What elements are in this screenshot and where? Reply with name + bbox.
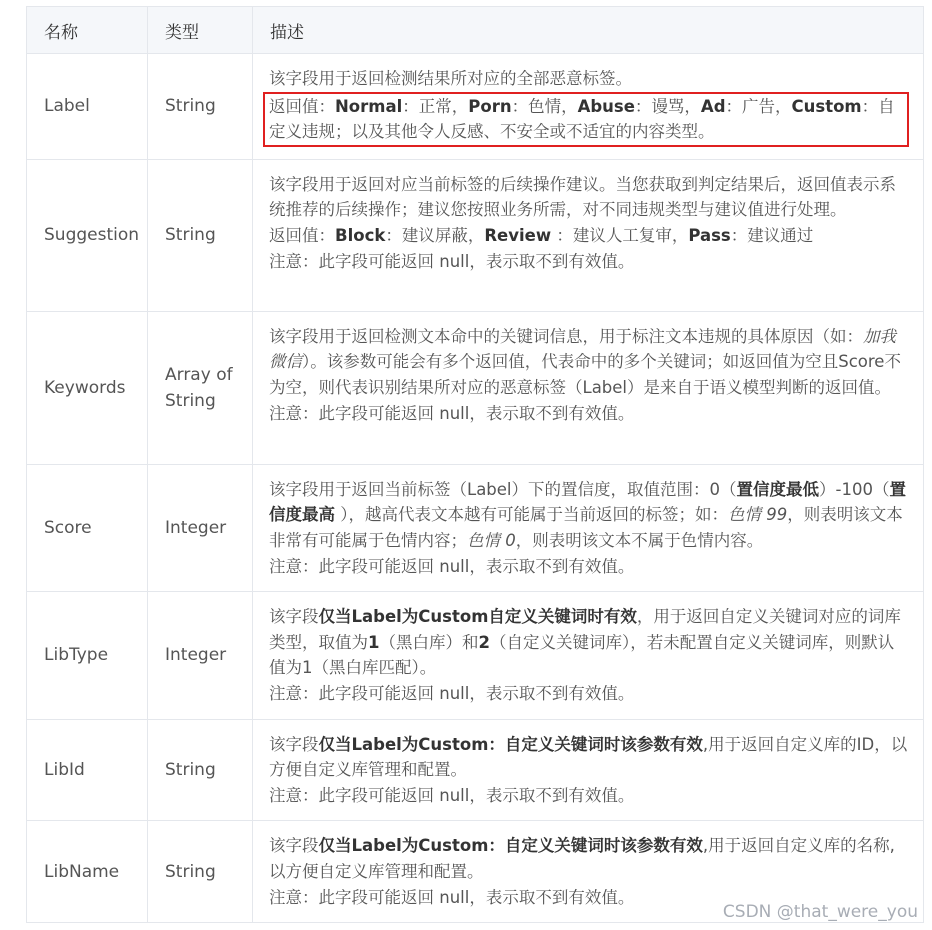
- field-name: LibType: [27, 592, 148, 719]
- bold-text: 仅当Label为Custom：自定义关键词时该参数有效: [318, 734, 703, 754]
- description-text: 注意：此字段可能返回 null，表示取不到有效值。: [269, 556, 635, 576]
- table-row: [27, 592, 924, 719]
- description-paragraph: [269, 681, 909, 707]
- italic-text: 色情 0: [467, 530, 516, 550]
- description-paragraph: [269, 554, 909, 580]
- table-row: [27, 719, 924, 821]
- description-text: ,用于返回自定义库的名称,以方便自定义库管理和配置。: [269, 836, 895, 881]
- description-text: 返回值：: [269, 225, 335, 245]
- field-name: LibName: [27, 821, 148, 923]
- description-paragraph: [269, 477, 909, 554]
- bold-text: 2: [478, 632, 490, 652]
- description-text: 注意：此字段可能返回 null，表示取不到有效值。: [269, 683, 635, 703]
- field-type: Integer: [148, 464, 253, 591]
- header-name: 名称: [27, 7, 148, 54]
- field-description: [253, 719, 924, 821]
- description-paragraph: [269, 604, 909, 681]
- bold-text: 仅当Label为Custom：自定义关键词时该参数有效: [318, 836, 703, 856]
- bold-text: 置信度最低: [736, 479, 820, 499]
- field-description: [253, 464, 924, 591]
- field-type: String: [148, 719, 253, 821]
- description-text: ）-100（: [819, 479, 890, 499]
- bold-text: 仅当Label为Custom自定义关键词时有效: [318, 607, 637, 627]
- description-text: 该字段用于返回对应当前标签的后续操作建议。当您获取到判定结果后，返回值表示系统推荐的后续操作；建议您按照业务所需，对不同违规类型与建议值进行处理。: [269, 174, 896, 220]
- bold-text: Normal: [335, 96, 403, 116]
- description-text: 该字段用于返回检测结果所对应的全部恶意标签。: [269, 69, 632, 88]
- field-name: Score: [27, 464, 148, 591]
- field-name: Label: [27, 54, 148, 160]
- description-paragraph: [269, 401, 909, 427]
- description-paragraph: [269, 783, 909, 809]
- bold-text: Review: [484, 225, 552, 245]
- description-paragraph: [269, 833, 909, 884]
- table-row: [27, 464, 924, 591]
- bold-text: Ad: [700, 96, 726, 116]
- bold-text: Porn: [468, 96, 512, 116]
- bold-text: Abuse: [577, 96, 635, 116]
- table-header-row: [27, 7, 924, 54]
- italic-text: 色情 99: [728, 505, 788, 525]
- description-text: ：建议屏蔽，: [385, 225, 485, 245]
- field-type: String: [148, 821, 253, 923]
- bold-text: Block: [335, 225, 386, 245]
- field-description: [253, 592, 924, 719]
- bold-text: Pass: [688, 225, 731, 245]
- header-type: 类型: [148, 7, 253, 54]
- field-description: [253, 54, 924, 160]
- description-paragraph: [269, 172, 909, 223]
- field-name: Suggestion: [27, 159, 148, 311]
- description-paragraph: [269, 324, 909, 401]
- csdn-watermark: CSDN @that_were_you: [722, 902, 918, 922]
- description-text: ），越高代表文本越有可能属于当前返回的标签；如：: [335, 505, 728, 525]
- description-text: 注意：此字段可能返回 null，表示取不到有效值。: [269, 887, 635, 907]
- field-name: Keywords: [27, 311, 148, 464]
- description-text: 返回值：: [269, 96, 335, 116]
- description-text: ,用于返回自定义库的ID，以方便自定义库管理和配置。: [269, 734, 908, 780]
- description-text: （自定义关键词库），若未配置自定义关键词库，则默认值为1（黑白库匹配）。: [269, 632, 895, 678]
- field-name: LibId: [27, 719, 148, 821]
- description-text: ，则表明该文本非常有可能属于色情内容；: [269, 505, 903, 550]
- description-text: ：建议人工复审，: [551, 225, 689, 245]
- field-type: String: [148, 159, 253, 311]
- api-fields-table: [26, 6, 924, 923]
- table-row: [27, 159, 924, 311]
- field-type: String: [148, 54, 253, 160]
- description-text: ：正常，: [402, 96, 469, 116]
- description-text: ：谩骂，: [634, 96, 701, 116]
- description-paragraph: [269, 223, 909, 249]
- description-text: ，用于返回自定义关键词对应的词库类型，取值为: [269, 607, 901, 652]
- description-text: ：色情，: [511, 96, 578, 116]
- table-row: [27, 311, 924, 464]
- description-text: ）。该参数可能会有多个返回值，代表命中的多个关键词；如返回值为空且Score不为空，则代表识别结果所对应的恶意标签（Label）是来自于语义模型判断的返回值。: [269, 352, 901, 397]
- bold-text: 置信度最高: [269, 479, 906, 525]
- field-type: Integer: [148, 592, 253, 719]
- italic-text: 加我微信: [269, 326, 896, 372]
- description-text: ：建议通过: [730, 225, 814, 245]
- description-text: 该字段用于返回当前标签（Label）下的置信度，取值范围：0（: [269, 479, 737, 499]
- description-text: 该字段: [269, 836, 319, 856]
- description-text: ：自定义违规；以及其他令人反感、不安全或不适宜的内容类型。: [269, 96, 895, 142]
- highlighted-paragraph: [263, 92, 909, 147]
- description-text: 该字段: [269, 734, 319, 754]
- table-row: [27, 54, 924, 160]
- description-text: 该字段用于返回检测文本命中的关键词信息，用于标注文本违规的具体原因（如：: [269, 326, 863, 346]
- description-text: 该字段: [269, 607, 319, 627]
- field-type: Array of String: [148, 311, 253, 464]
- description-text: ：广告，: [725, 96, 792, 116]
- description-paragraph: [269, 732, 909, 783]
- field-description: [253, 159, 924, 311]
- description-text: 注意：此字段可能返回 null，表示取不到有效值。: [269, 251, 635, 271]
- description-paragraph: [269, 249, 909, 275]
- description-text: 注意：此字段可能返回 null，表示取不到有效值。: [269, 785, 635, 805]
- bold-text: 1: [368, 632, 380, 652]
- field-description: [253, 311, 924, 464]
- description-text: （黑白库）和: [379, 632, 479, 652]
- description-paragraph: [269, 66, 909, 92]
- bold-text: Custom: [791, 96, 862, 116]
- header-description: 描述: [253, 7, 924, 54]
- description-text: ，则表明该文本不属于色情内容。: [515, 530, 764, 550]
- description-text: 注意：此字段可能返回 null，表示取不到有效值。: [269, 403, 635, 423]
